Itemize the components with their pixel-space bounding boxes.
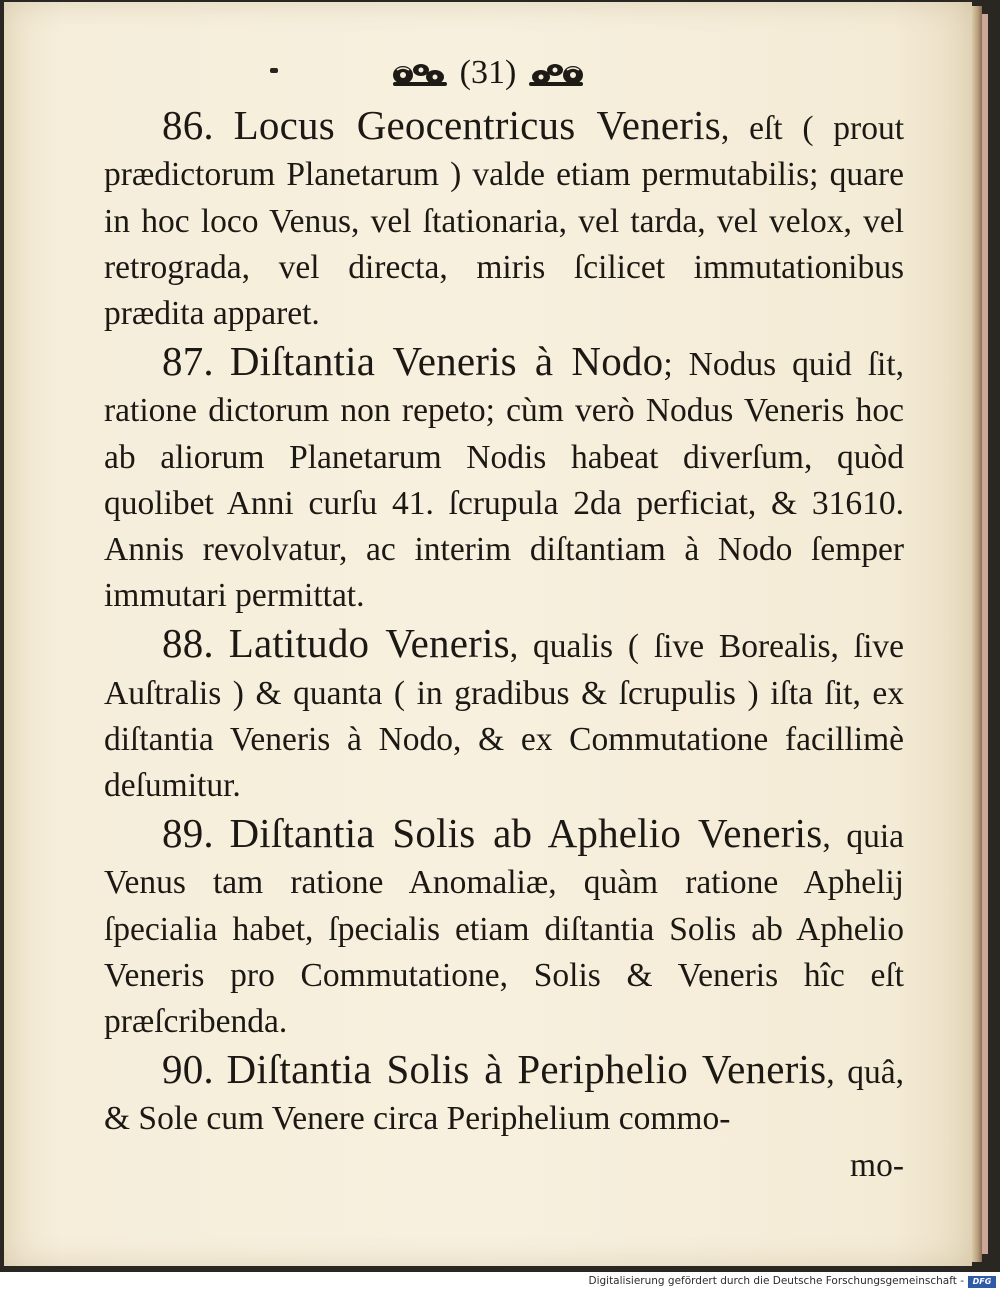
section-number: 90. [162, 1045, 214, 1092]
section-heading: Latitudo Veneris [228, 620, 510, 667]
section-heading: Diſtantia Solis à Periphelio Veneris [226, 1045, 827, 1092]
paragraph-87 [104, 338, 904, 620]
left-ornament-icon [389, 58, 451, 92]
section-body: ; Nodus quid ſit, ratione dictorum non repeto; cùm verò Nodus Veneris hoc ab aliorum Planetarum Nodis habeat diverſum, quòd quolibet Anni curſu 41. ſcrupula 2da perficiat, & 31610. Annis revolvatur, ac interim diſtantiam à Nodo ſemper immutari permittat. [104, 345, 904, 615]
section-body: , eſt ( prout prædictorum Planetarum ) valde etiam permutabilis; quare in hoc loco Venus, vel ſtationaria, vel tarda, vel velox, vel retrograda, vel directa, miris ſcilicet immutationibus prædita apparet. [104, 110, 905, 333]
section-number: 89. [162, 809, 214, 856]
dfg-logo[interactable]: DFG [968, 1276, 996, 1288]
footer-credit: Digitalisierung gefördert durch die Deutsche Forschungsgemeinschaft - [588, 1275, 964, 1287]
page-number: (31) [459, 54, 517, 91]
cover-edge [982, 14, 988, 1254]
paragraph-88 [104, 620, 904, 809]
page-text [104, 102, 904, 1189]
paragraph-89 [104, 810, 904, 1045]
paragraph-86 [104, 102, 904, 337]
paragraph-90 [104, 1046, 904, 1143]
section-number: 88. [162, 620, 214, 667]
page-edge [972, 6, 982, 1262]
footer-bar [0, 1272, 1000, 1292]
section-heading: Locus Geocentricus Veneris [233, 102, 721, 148]
section-number: 86. [162, 102, 214, 148]
section-body: , qualis ( ſive Borealis, ſive Auſtralis ) & quanta ( in gradibus & ſcrupulis ) iſta ſit, ex diſtantia Veneris à Nodo, & ex Commutatione facillimè deſumitur. [104, 628, 904, 805]
section-heading: Diſtantia Solis ab Aphelio Veneris [229, 809, 823, 856]
catchword: mo- [850, 1147, 904, 1185]
section-heading: Diſtantia Veneris à Nodo [229, 337, 664, 384]
book-page [4, 2, 972, 1266]
page-header [4, 54, 972, 92]
right-ornament-icon [525, 58, 587, 92]
section-body: , quâ, & Sole cum Venere circa Periphelium commo- [104, 1053, 904, 1138]
section-body: , quia Venus tam ratione Anomaliæ, quàm ratione Aphelij ſpecialia habet, ſpecialis etiam diſtantia Solis ab Aphelio Veneris pro Commutatione, Solis & Veneris hîc eſt præſcribenda. [104, 817, 904, 1041]
section-number: 87. [162, 337, 214, 384]
